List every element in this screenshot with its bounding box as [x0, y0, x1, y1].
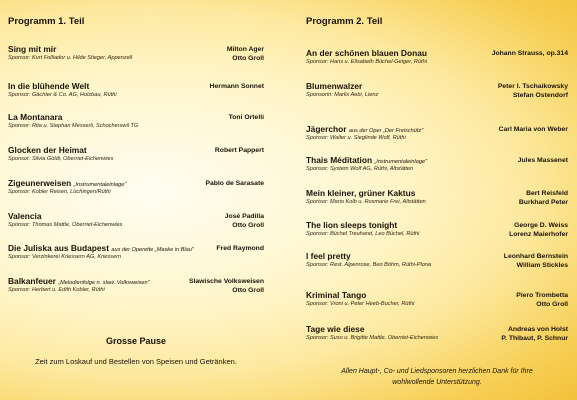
composer-block — [227, 45, 264, 63]
song-title-text: Valencia — [8, 211, 42, 221]
composer-name: Pablo de Sarasate — [205, 180, 264, 187]
sponsor-line: Sponsor: System Wolf AG, Rüthi, Altstätten — [306, 166, 414, 172]
composer-block — [519, 189, 568, 207]
composer-block — [498, 82, 568, 100]
program-item — [306, 290, 568, 314]
song-title-text: Die Juliska aus Budapest — [8, 243, 110, 253]
song-title-text: Jägerchor — [306, 124, 347, 134]
pause-title: Grosse Pause — [105, 336, 167, 346]
song-subtitle: „Melodienfolge n. slaw. Volksweisen" — [58, 280, 150, 286]
composer-block — [509, 221, 568, 239]
song-title-text: I feel pretty — [306, 251, 351, 261]
arranger-name: Stefan Ostendorf — [512, 92, 568, 99]
program-item — [8, 211, 264, 235]
program-item — [8, 81, 264, 105]
song-title-text: Tage wie diese — [306, 324, 365, 334]
song-title — [306, 251, 351, 261]
composer-name: Milton Ager — [226, 46, 264, 53]
composer-block — [205, 179, 264, 188]
song-title — [8, 211, 42, 221]
sponsor-line: Sponsorin: Marlis Aebi, Lienz — [306, 92, 379, 98]
song-title — [8, 276, 150, 286]
song-title — [306, 81, 362, 91]
song-title-text: In die blühende Welt — [8, 81, 90, 91]
arranger-name: Otto Groll — [232, 287, 264, 294]
sponsor-line: Sponsor: Thomas Mattle, Oberriet-Eichenwies — [8, 222, 123, 228]
song-title — [306, 220, 397, 230]
song-title-text: Blumenwalzer — [306, 81, 363, 91]
composer-name: Bert Reisfeld — [526, 190, 568, 197]
composer-block — [501, 325, 568, 343]
song-title — [306, 188, 415, 198]
song-title — [8, 178, 126, 188]
song-subtitle: „Instrumentaleinlage" — [73, 182, 127, 188]
song-title — [8, 112, 62, 122]
program-item — [306, 251, 568, 275]
composer-block — [225, 212, 264, 230]
sponsor-line: Sponsor: Silvia Göldi, Oberriet-Eichenwies — [8, 156, 114, 162]
song-subtitle: aus der Oper „Der Freischütz" — [348, 128, 424, 134]
arranger-name: Otto Groll — [232, 222, 264, 229]
sponsor-thanks — [306, 366, 568, 388]
program-item — [8, 243, 264, 267]
song-title-text: An der schönen blauen Donau — [306, 48, 427, 58]
part-2-heading: Programm 2. Teil — [306, 16, 383, 27]
composer-block — [516, 291, 568, 309]
sponsor-line: Sponsor: Rest. Alpenrose, Beo Böhm, Rüthi-Plona — [306, 262, 432, 268]
arranger-name: Otto Groll — [232, 55, 264, 62]
song-title-text: Zigeunerweisen — [8, 178, 72, 188]
composer-name: Toni Ortelli — [228, 114, 264, 121]
composer-name: Hermann Sonnet — [209, 83, 264, 90]
program-item — [8, 276, 264, 300]
composer-name: George D. Weiss — [514, 222, 568, 229]
composer-name: Jules Massenet — [517, 157, 568, 164]
composer-block — [216, 244, 264, 253]
song-title — [306, 324, 365, 334]
composer-name: Carl Maria von Weber — [498, 126, 568, 133]
sponsor-line: Sponsor: Kobler Reisen, Lüchingen/Rüthi — [8, 189, 111, 195]
composer-block — [504, 252, 568, 270]
composer-name: Peter I. Tschaikowsky — [497, 83, 568, 90]
song-title-text: Kriminal Tango — [306, 290, 367, 300]
song-title — [8, 81, 89, 91]
song-subtitle: „Instrumentaleinlage" — [374, 159, 428, 165]
sponsor-line: Sponsor: Gächter & Co. AG, Holzbau, Rüthi — [8, 92, 117, 98]
thanks-line-1: Allen Haupt-, Co- und Liedsponsoren herzlichen Dank für Ihre — [341, 368, 533, 375]
song-title — [306, 48, 427, 58]
composer-name: Robert Pappert — [214, 147, 264, 154]
composer-name: Piero Trombetta — [516, 292, 568, 299]
composer-block — [518, 156, 568, 165]
sponsor-line: Sponsor: Mario Kolb u. Rosmarie Frei, Altstätten — [306, 199, 426, 205]
composer-block — [499, 125, 568, 134]
program-item — [8, 112, 264, 136]
sponsor-line: Sponsor: Suso u. Brigitte Mattle, Oberriet-Eichenwies — [306, 335, 439, 341]
sponsor-line: Sponsor: Verzinkerei Kriessern AG, Kriessern — [8, 254, 122, 260]
sponsor-line: Sponsor: Kurt Folliador u. Hilde Stieger, Appenzell — [8, 55, 133, 61]
arranger-name: Burkhard Peter — [518, 199, 568, 206]
song-title-text: Balkanfeuer — [8, 276, 56, 286]
program-item — [8, 178, 264, 202]
arranger-name: Lorenz Maierhofer — [509, 231, 568, 238]
song-title-text: Mein kleiner, grüner Kaktus — [306, 188, 416, 198]
song-title-text: Glocken der Heimat — [8, 145, 87, 155]
sponsor-line: Sponsor: Vroni u. Peter Heeb-Bucher, Rüthi — [306, 301, 415, 307]
pause-text: Zeit zum Loskauf und Bestellen von Speisen und Getränken. — [35, 357, 237, 366]
sponsor-line: Sponsor: Rita u. Stephan Messerli, Schocherswil TG — [8, 123, 139, 129]
arranger-name: William Stickles — [516, 262, 568, 269]
sponsor-line: Sponsor: Büchel Treuhand, Leo Büchel, Rüthi — [306, 231, 420, 237]
composer-block — [492, 49, 568, 58]
composer-name: Fred Raymond — [216, 245, 264, 252]
composer-name: Johann Strauss, op.314 — [491, 50, 568, 57]
composer-name: Andreas von Holst — [507, 326, 568, 333]
thanks-line-2: wohlwollende Unterstützung. — [392, 379, 482, 386]
song-title-text: Thais Méditation — [306, 155, 373, 165]
song-title-text: La Montanara — [8, 112, 63, 122]
program-item — [8, 44, 264, 68]
program-item — [8, 145, 264, 169]
sponsor-line: Sponsor: Hans u. Elisabeth Büchel-Geiger, Rüthi — [306, 59, 427, 65]
arranger-name: P. Thibaut, P. Schnur — [501, 335, 568, 342]
song-title — [8, 145, 87, 155]
song-title-text: Sing mit mir — [8, 44, 57, 54]
composer-name: José Padilla — [224, 213, 264, 220]
sponsor-line: Sponsor: Herbert u. Edith Kobler, Rüthi — [8, 287, 105, 293]
song-subtitle: aus der Operette „Maske in Blau" — [111, 247, 194, 253]
composer-name: Leonhard Bernstein — [503, 253, 568, 260]
composer-block — [189, 277, 264, 295]
song-title — [306, 155, 427, 165]
composer-block — [215, 146, 264, 155]
song-title-text: The lion sleeps tonight — [306, 220, 398, 230]
composer-block — [210, 82, 264, 91]
song-title — [306, 290, 366, 300]
composer-block — [229, 113, 264, 122]
program-item — [306, 220, 568, 244]
program-part-1 — [8, 0, 264, 400]
song-title — [306, 124, 423, 134]
song-title — [8, 243, 194, 253]
program-item — [306, 48, 568, 72]
arranger-name: Otto Groll — [536, 301, 568, 308]
program-item — [306, 188, 568, 212]
program-item — [306, 81, 568, 105]
program-item — [306, 155, 568, 179]
sponsor-line: Sponsor: Walter u. Sieglinde Wolf, Rüthi — [306, 135, 406, 141]
program-item — [306, 324, 568, 348]
song-title — [8, 44, 56, 54]
program-part-2 — [306, 0, 568, 400]
composer-name: Slawische Volksweisen — [188, 278, 264, 285]
part-1-heading: Programm 1. Teil — [8, 16, 85, 27]
program-item — [306, 124, 568, 148]
